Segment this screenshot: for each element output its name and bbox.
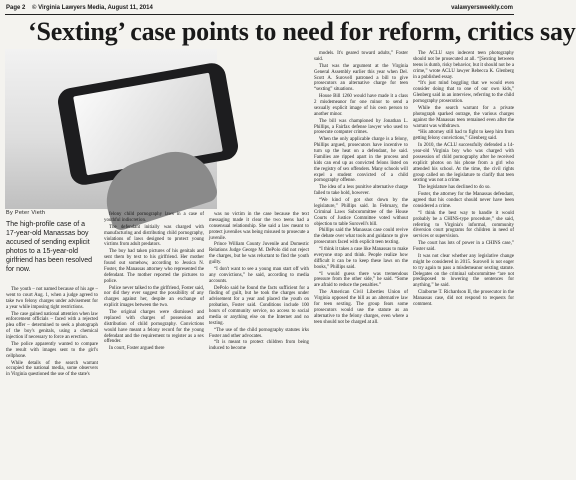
paragraph: The original charges were dismissed and replaced with charges of possession and distribution of child pornography. Convictions would have meant a felony record for the young defendant and the requirement to register as a sex offender. <box>104 310 204 345</box>
paragraph: “It is meant to protect children from being induced to become <box>209 340 309 352</box>
article-column-5 <box>413 51 514 477</box>
paragraph: The case gained national attention when law enforcement officials – faced with a rejected plea offer – determined to seek a photograph of the boy's genitals, using a chemical injection if necessary to force an erection. <box>6 311 98 340</box>
paragraph: The court has lots of power in a CHINS case,” Foster said. <box>413 241 514 252</box>
paragraph: The bill was championed by Jonathan L. Phillips, a Fairfax defense lawyer who used to prosecute computer crimes. <box>314 118 408 136</box>
paragraph: That was the argument at the Virginia General Assembly earlier this year when Del. Scott A. Surovell patroned a bill to give prosecutors an alternative charge for teen “sexting” situations. <box>314 63 408 93</box>
paragraph: When the only applicable charge is a felony, Phillips argued, prosecutors have incentive to turn up the heat on a defendant, he said. Families are ripped apart in the process and kids can end up as convicted felons listed on the registry of sex offenders. Many schools will expel a student convicted of a child pornography offense. <box>314 137 408 184</box>
paragraph: Police never talked to the girlfriend, Foster said, nor did they ever suggest the possibility of any charges against her, despite an exchange of explicit images between the two. <box>104 285 204 309</box>
article-column-2 <box>104 212 204 477</box>
paragraph: “I would guess there was tremendous pressure from the other side,” he said. “Some are afraid to reduce the penalties.” <box>314 271 408 289</box>
paragraph: Foster, the attorney for the Manassas defendant, agreed that his conduct should never have been considered a crime. <box>413 192 514 209</box>
website-label: valawyersweekly.com <box>451 5 513 11</box>
paragraph: The ACLU says indecent teen photography should not be prosecuted at all. “[Sexting between teens is dumb, risky behavior, but it should not be a crime,” wrote ACLU lawyer Rebecca K. Glenberg in a published essay. <box>413 51 514 80</box>
paragraph: While the search warrant for a private photograph sparked outrage, the various charges against the Manassas teen remained even after the warrant was withdrawn. <box>413 105 514 129</box>
paragraph: “It's just mind boggling that we would even consider doing that to one of our own kids,” Glenberg said in an interview, referring to the child pornography prosecution. <box>413 81 514 104</box>
paragraph: DePolo said he found the facts sufficient for a finding of guilt, but he took the charges under advisement for a year and placed the youth on probation, Foster said. Conditions include 100 hours of community service, no access to social media or anything else on the Internet and no texting. <box>209 285 309 326</box>
page-number: Page 2 <box>6 5 26 11</box>
paragraph: “His attorney still had to fight to keep him from getting felony convictions,” Glenberg said. <box>413 130 514 142</box>
paragraph: It was not clear whether any legislative change might be considered in 2015. Surovell is not eager to try again to pass a misdemeanor sexting statute. Delegates on the criminal subcommittee “are not predisposed to lowering the sentences for anything,” he said. <box>413 253 514 289</box>
paragraph: “The use of the child pornography statutes irks Foster and other advocates. <box>209 327 309 339</box>
paragraph: In 2010, the ACLU successfully defended a 14-year-old Virginia boy who was charged with possession of child pornography after he received explicit photos on his phone from a girl who attended his school. At the time, the civil rights group called on the legislature to clarify that teen sexting was not a crime. <box>413 143 514 184</box>
article-column-3 <box>209 212 309 477</box>
paragraph: The boy had taken pictures of his genitals and sent them by text to his girlfriend. Her mother found out somehow, according to Jessica N. Foster, the Manassas attorney who represented the defendant. The mother reported the pictures to police. <box>104 249 204 284</box>
paragraph: The police apparently wanted to compare the result with images sent to the girl's cellphone. <box>6 341 98 359</box>
paragraph: “We kind of got shot down by the legislature,” Phillips said. In February, the Criminal Laws Subcommittee of the House Courts of Justice Committee voted without objection to table Surovell's bill. <box>314 198 408 227</box>
article-photo <box>5 49 217 209</box>
paragraph: The legislature has declined to do so. <box>418 185 491 191</box>
paragraph: “I think the best way to handle it would probably be a CHINS-type procedure,” she said, referring to Virginia's informal, community diversion court programs for children in need of services or supervision. <box>413 210 514 240</box>
paragraph: models. It's geared toward adults,” Foster said. <box>314 51 408 62</box>
masthead-line: © Virginia Lawyers Media, August 11, 2014 <box>32 5 153 11</box>
paragraph: was no victim in the case because the text messaging made it clear the two teens had a consensual relationship. She said a law meant to protect juveniles was being misused to prosecute a juvenile. <box>209 212 309 241</box>
header-rule <box>5 14 514 15</box>
paragraph: While details of the search warrant occupied the national media, some observers in Virginia questioned the use of the state's <box>6 360 98 378</box>
article-deck: The high-profile case of a 17-year-old Manassas boy accused of sending explicit photos to a 15-year-old girlfriend has been resolved for now. <box>6 221 92 274</box>
paragraph: The defendant initially was charged with manufacturing and distributing child pornography, violations of laws designed to protect young victims from adult predators. <box>104 224 204 248</box>
paragraph: The American Civil Liberties Union of Virginia opposed the bill as an alternative law for teen sexting. The group fears some prosecutors would use the statute as an alternative to the felony charges, even where a teen should not be charged at all. <box>314 290 408 325</box>
paragraph: “I think it takes a case like Manassas to make everyone stop and think. People realize how difficult it can be to keep these laws on the books,” Phillips said. <box>314 247 408 270</box>
paragraph: The idea of a less punitive alternative charge failed to take hold, however. <box>314 185 408 197</box>
article-column-1 <box>6 287 98 477</box>
article-column-4 <box>314 51 408 477</box>
paragraph: The youth – not named because of his age – went to court Aug. 1, when a judge agreed to take two felony charges under advisement for a year while imposing tight restrictions. <box>6 287 98 310</box>
paragraph: House Bill 1260 would have made it a class 2 misdemeanor for one minor to send a sexually explicit image of his own person to another minor. <box>314 94 408 117</box>
paragraph: Prince William County Juvenile and Domestic Relations Judge George M. DePolo did not reject the charges, but he was reluctant to find the youth guilty. <box>209 242 309 265</box>
paragraph: In court, Foster argued there <box>109 346 165 352</box>
paragraph: Phillips said the Manassas case could revive the debate over what tools and guidance to give prosecutors faced with explicit teen texting. <box>314 228 408 246</box>
byline: By Peter Vieth <box>6 210 46 216</box>
paragraph: felony child pornography laws in a case of youthful indiscretion. <box>104 212 204 223</box>
headline: ‘Sexting’ case points to need for reform, critics say <box>28 17 576 46</box>
paragraph: Claiborne T. Richardson II, the prosecutor in the Manassas case, did not respond to requests for comment. <box>413 290 514 307</box>
paragraph: “I don't want to see a young man start off with any convictions,” he said, according to media accounts. <box>209 266 309 284</box>
